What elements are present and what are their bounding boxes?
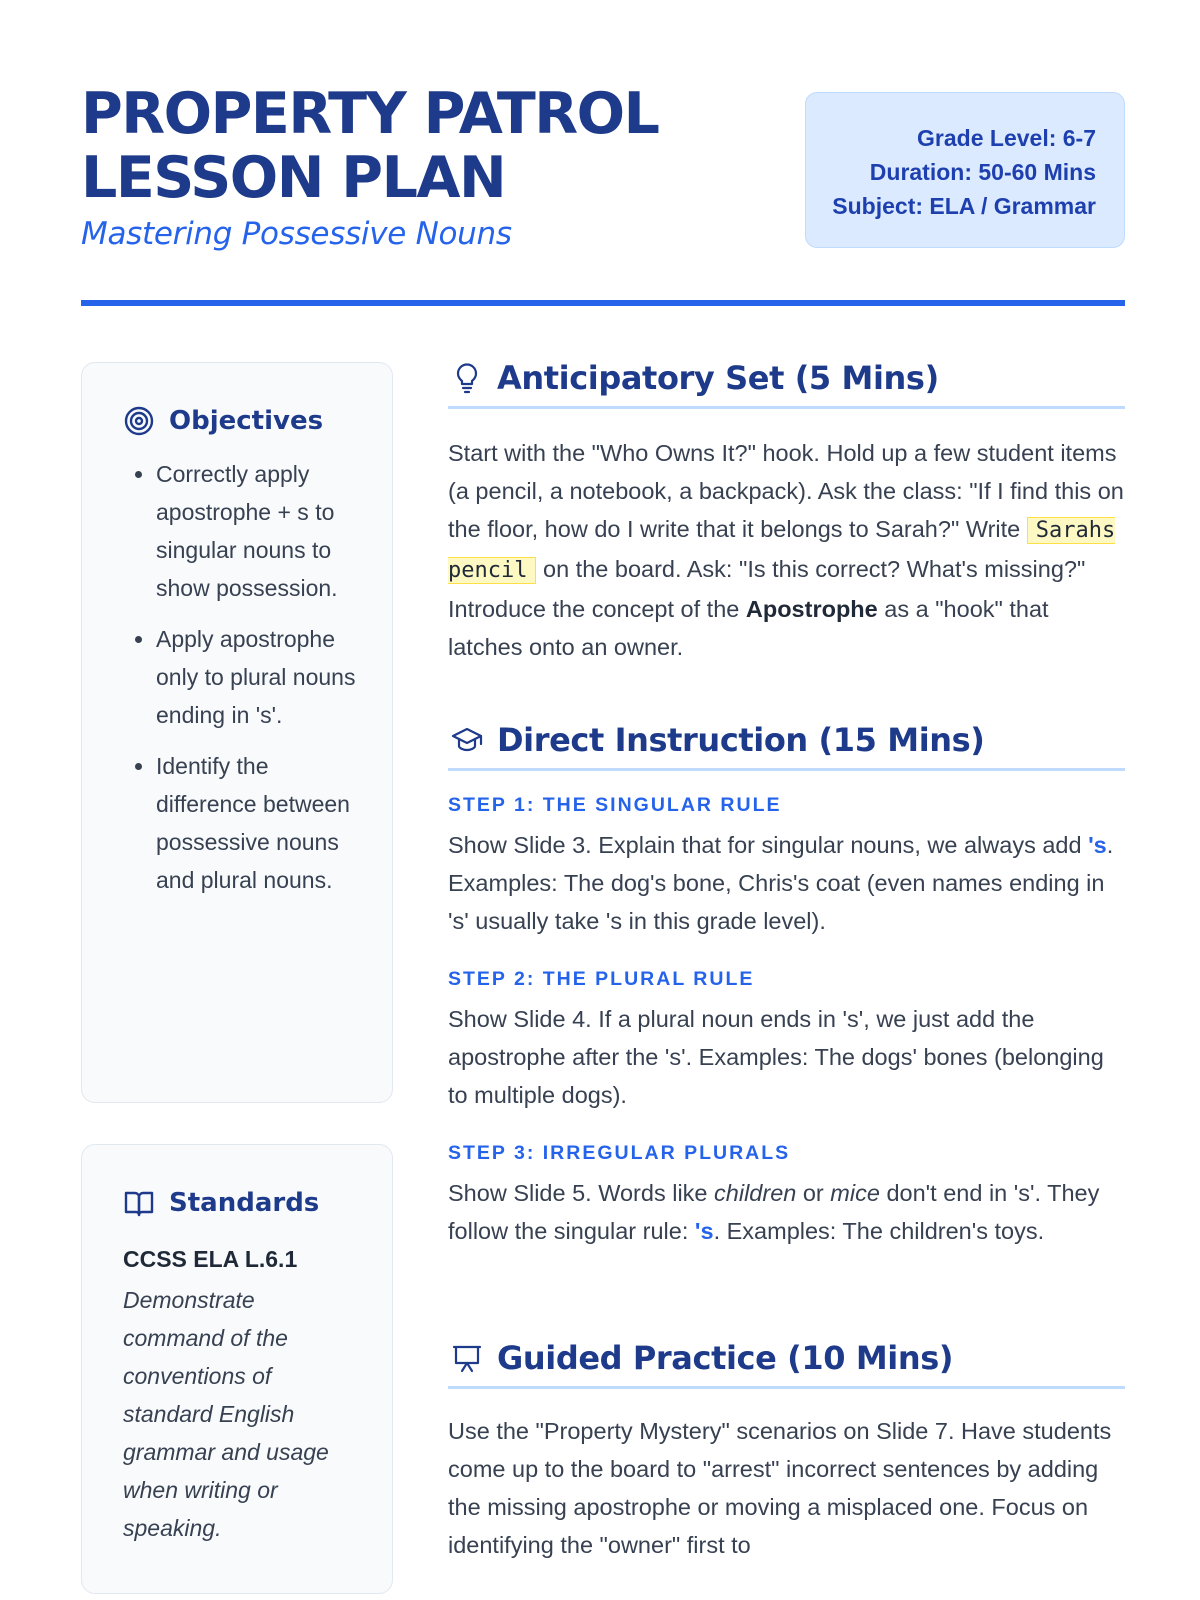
title-line-1: PROPERTY PATROL [81,81,659,147]
direct-instruction-header [448,712,1125,771]
lesson-plan-page [81,0,1125,1600]
step-1-text [448,826,1125,940]
step-2-text: Show Slide 4. If a plural noun ends in 's', we just add the apostrophe after the 's'. Examples: The dogs' bones (belonging to multiple dogs). [448,1006,1104,1108]
step-3-text-part: . Examples: The children's toys. [713,1218,1045,1244]
header [81,82,1125,252]
standard-code: CCSS ELA L.6.1 [123,1246,298,1272]
children-term: children [714,1180,797,1206]
lightbulb-icon [451,362,483,394]
header-divider [81,300,1125,306]
objectives-title: Objectives [169,406,324,436]
step-1-text-part: . Examples: The dog's bone, Chris's coat (even names ending in 's' usually take 's in this grade level). [448,832,1114,934]
step-3-text-part: Show Slide 5. Words like [448,1180,715,1206]
book-icon [123,1187,155,1219]
anticipatory-set-text [448,434,1125,666]
standard-description: Demonstrate command of the conventions of standard English grammar and usage when writing or speaking. [123,1287,329,1541]
subject: Subject: ELA / Grammar [832,193,1096,219]
standards-header [123,1185,362,1221]
step-3-label: STEP 3: IRREGULAR PLURALS [448,1142,791,1164]
duration: Duration: 50-60 Mins [869,159,1096,185]
title-line-2: LESSON PLAN [81,145,506,211]
step-3-text-part: or [796,1180,831,1206]
anticipatory-set-title: Anticipatory Set (5 Mins) [497,359,939,397]
grade-level: Grade Level: 6-7 [917,125,1096,151]
objective-item: • Correctly apply apostrophe + s to singular nouns to show possession. [156,455,362,607]
step-1-label: STEP 1: THE SINGULAR RULE [448,794,782,816]
page-title [81,82,761,210]
anticipatory-text-part: Start with the "Who Owns It?" hook. Hold up a few student items (a pencil, a notebook, a backpack). Ask the class: "If I find this on the floor, how do I write that it belongs to Sarah?" Write [448,440,1124,542]
apostrophe-term: Apostrophe [745,596,878,622]
guided-practice-text: Use the "Property Mystery" scenarios on Slide 7. Have students come up to the board to "arrest" incorrect sentences by adding the missing apostrophe or moving a misplaced one. Focus on identifying the "owner" first to [448,1418,1112,1558]
objectives-list [123,455,362,899]
anticipatory-text-part: on the board. Ask: "Is this correct? What's missing?" Introduce the concept of the [448,556,1086,622]
example-code: Sarahs pencil [448,518,1116,583]
anticipatory-set-header [448,350,1125,409]
presentation-board-icon [451,1342,483,1374]
guided-practice-title: Guided Practice (10 Mins) [497,1339,954,1377]
target-icon [123,405,155,437]
objective-item: • Apply apostrophe only to plural nouns ending in 's'. [156,620,362,734]
graduation-cap-icon [451,724,483,756]
standards-card [81,1144,393,1594]
page-subtitle: Mastering Possessive Nouns [81,216,512,252]
direct-instruction-title: Direct Instruction (15 Mins) [497,721,985,759]
step-1-text-part: Show Slide 3. Explain that for singular nouns, we always add [448,832,1089,858]
mice-term: mice [830,1180,880,1206]
apostrophe-s-highlight: 's [1088,832,1107,858]
objective-item: • Identify the difference between possessive nouns and plural nouns. [156,747,362,899]
step-3-text [448,1174,1125,1250]
guided-practice-header [448,1330,1125,1389]
standards-title: Standards [169,1188,320,1218]
anticipatory-text-part: as a "hook" that latches onto an owner. [448,596,1049,660]
lesson-meta-box [805,92,1125,248]
step-3-text-part: don't end in 's'. They follow the singular rule: [448,1180,1100,1244]
apostrophe-s-highlight: 's [694,1218,714,1244]
objectives-header [123,403,362,439]
objectives-card [81,362,393,1103]
step-2-label: STEP 2: THE PLURAL RULE [448,968,755,990]
